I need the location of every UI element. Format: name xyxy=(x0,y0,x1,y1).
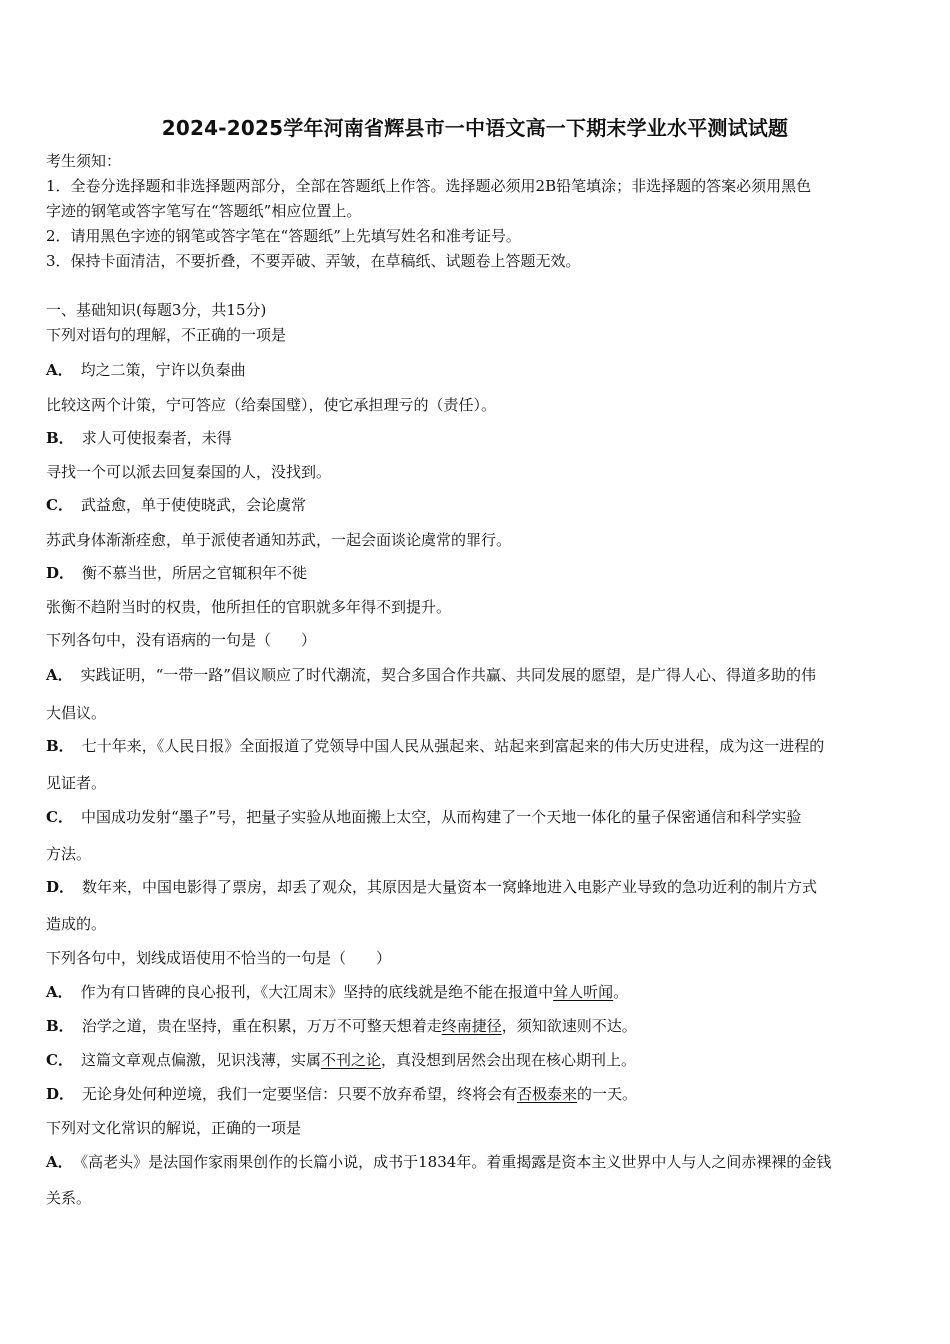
option-label: A． xyxy=(46,666,73,684)
option-text: 均之二策，宁许以负秦曲 xyxy=(80,361,246,379)
q2-option-c-cont: 方法。 xyxy=(46,845,92,863)
option-label: D． xyxy=(46,564,75,582)
option-label: A． xyxy=(46,361,73,379)
q1-option-b-translation: 寻找一个可以派去回复秦国的人，没找到。 xyxy=(46,463,332,481)
option-text: 衡不慕当世，所居之官辄积年不徙 xyxy=(82,564,308,582)
option-text: 武益愈，单于使使晓武，会论虞常 xyxy=(80,496,306,514)
q1-option-d xyxy=(46,562,908,584)
option-label: A． xyxy=(46,983,73,1001)
notice-item-3: 3．保持卡面清洁，不要折叠，不要弄破、弄皱，在草稿纸、试题卷上答题无效。 xyxy=(46,252,581,270)
q3-option-d xyxy=(46,1083,908,1105)
q3-option-a xyxy=(46,981,908,1003)
option-label: C． xyxy=(46,808,73,826)
option-text: 作为有口皆碑的良心报刊，《大江周末》坚持的底线就是绝不能在报道中 xyxy=(80,983,554,1001)
q2-option-b-cont: 见证者。 xyxy=(46,774,107,792)
option-label: C． xyxy=(46,1051,73,1069)
q3-stem: 下列各句中，划线成语使用不恰当的一句是（ ） xyxy=(46,949,392,967)
q1-option-c-translation: 苏武身体渐渐痊愈，单于派使者通知苏武，一起会面谈论虞常的罪行。 xyxy=(46,531,512,549)
option-label: D． xyxy=(46,1085,75,1103)
q1-option-d-translation: 张衡不趋附当时的权贵，他所担任的官职就多年得不到提升。 xyxy=(46,598,452,616)
option-label: B． xyxy=(46,737,74,755)
q1-option-c xyxy=(46,494,908,516)
notice-heading: 考生须知： xyxy=(46,152,122,170)
option-text: ，真没想到居然会出现在核心期刊上。 xyxy=(380,1051,636,1069)
option-text: 这篇文章观点偏激，见识浅薄，实属 xyxy=(80,1051,321,1069)
underlined-idiom: 终南捷径 xyxy=(441,1017,502,1035)
q4-option-a-cont: 关系。 xyxy=(46,1189,92,1207)
q4-stem: 下列对文化常识的解说，正确的一项是 xyxy=(46,1119,302,1137)
notice-item-2: 2．请用黑色字迹的钢笔或答字笔在“答题纸”上先填写姓名和准考证号。 xyxy=(46,227,521,245)
q3-option-c xyxy=(46,1049,908,1071)
option-text: 《高老头》是法国作家雨果创作的长篇小说，成书于1834年。着重揭露是资本主义世界中人与人之间赤裸裸的金钱 xyxy=(80,1153,832,1171)
option-text: ，须知欲速则不达。 xyxy=(501,1017,637,1035)
q2-option-b xyxy=(46,735,908,757)
option-label: B． xyxy=(46,429,74,447)
option-text: 。 xyxy=(613,983,629,1001)
option-text: 治学之道，贵在坚持，重在积累，万万不可整天想着走 xyxy=(81,1017,442,1035)
page-title: 2024-2025学年河南省辉县市一中语文高一下期末学业水平测试试题 xyxy=(161,116,789,140)
q1-option-a-translation: 比较这两个计策，宁可答应（给秦国璧），使它承担理亏的（责任）。 xyxy=(46,396,497,414)
q2-option-c xyxy=(46,806,908,828)
option-text: 无论身处何种逆境，我们一定要坚信：只要不放弃希望，终将会有 xyxy=(82,1085,518,1103)
notice-item-1-cont: 字迹的钢笔或答字笔写在“答题纸”相应位置上。 xyxy=(46,202,362,220)
option-text: 求人可使报秦者，未得 xyxy=(81,429,232,447)
option-text: 七十年来，《人民日报》全面报道了党领导中国人民从强起来、站起来到富起来的伟大历史进程，成为这一进程的 xyxy=(81,737,825,755)
underlined-idiom: 否极泰来 xyxy=(517,1085,578,1103)
option-label: D． xyxy=(46,878,75,896)
option-text: 实践证明，“一带一路”倡议顺应了时代潮流，契合多国合作共赢、共同发展的愿望，是广得人心、得道多助的伟 xyxy=(80,666,816,684)
q1-option-a xyxy=(46,359,908,381)
q2-option-a-cont: 大倡议。 xyxy=(46,704,107,722)
option-text: 数年来，中国电影得了票房，却丢了观众，其原因是大量资本一窝蜂地进入电影产业导致的急功近利的制片方式 xyxy=(82,878,818,896)
q4-option-a xyxy=(46,1151,908,1173)
q2-stem: 下列各句中，没有语病的一句是（ ） xyxy=(46,631,317,649)
q2-option-d-cont: 造成的。 xyxy=(46,915,107,933)
option-text: 的一天。 xyxy=(577,1085,638,1103)
option-label: C． xyxy=(46,496,73,514)
notice-item-1: 1．全卷分选择题和非选择题两部分，全部在答题纸上作答。选择题必须用2B铅笔填涂；非选择题的答案必须用黑色 xyxy=(46,177,812,195)
option-text: 中国成功发射“墨子”号，把量子实验从地面搬上太空，从而构建了一个天地一体化的量子保密通信和科学实验 xyxy=(80,808,802,826)
option-label: A． xyxy=(46,1153,73,1171)
q1-stem: 下列对语句的理解，不正确的一项是 xyxy=(46,326,287,344)
q2-option-a xyxy=(46,664,908,686)
q3-option-b xyxy=(46,1015,908,1037)
underlined-idiom: 不刊之论 xyxy=(320,1051,381,1069)
q1-option-b xyxy=(46,427,908,449)
underlined-idiom: 耸人听闻 xyxy=(553,983,614,1001)
q2-option-d xyxy=(46,876,908,898)
option-label: B． xyxy=(46,1017,74,1035)
section-heading: 一、基础知识(每题3分，共15分) xyxy=(46,301,267,319)
